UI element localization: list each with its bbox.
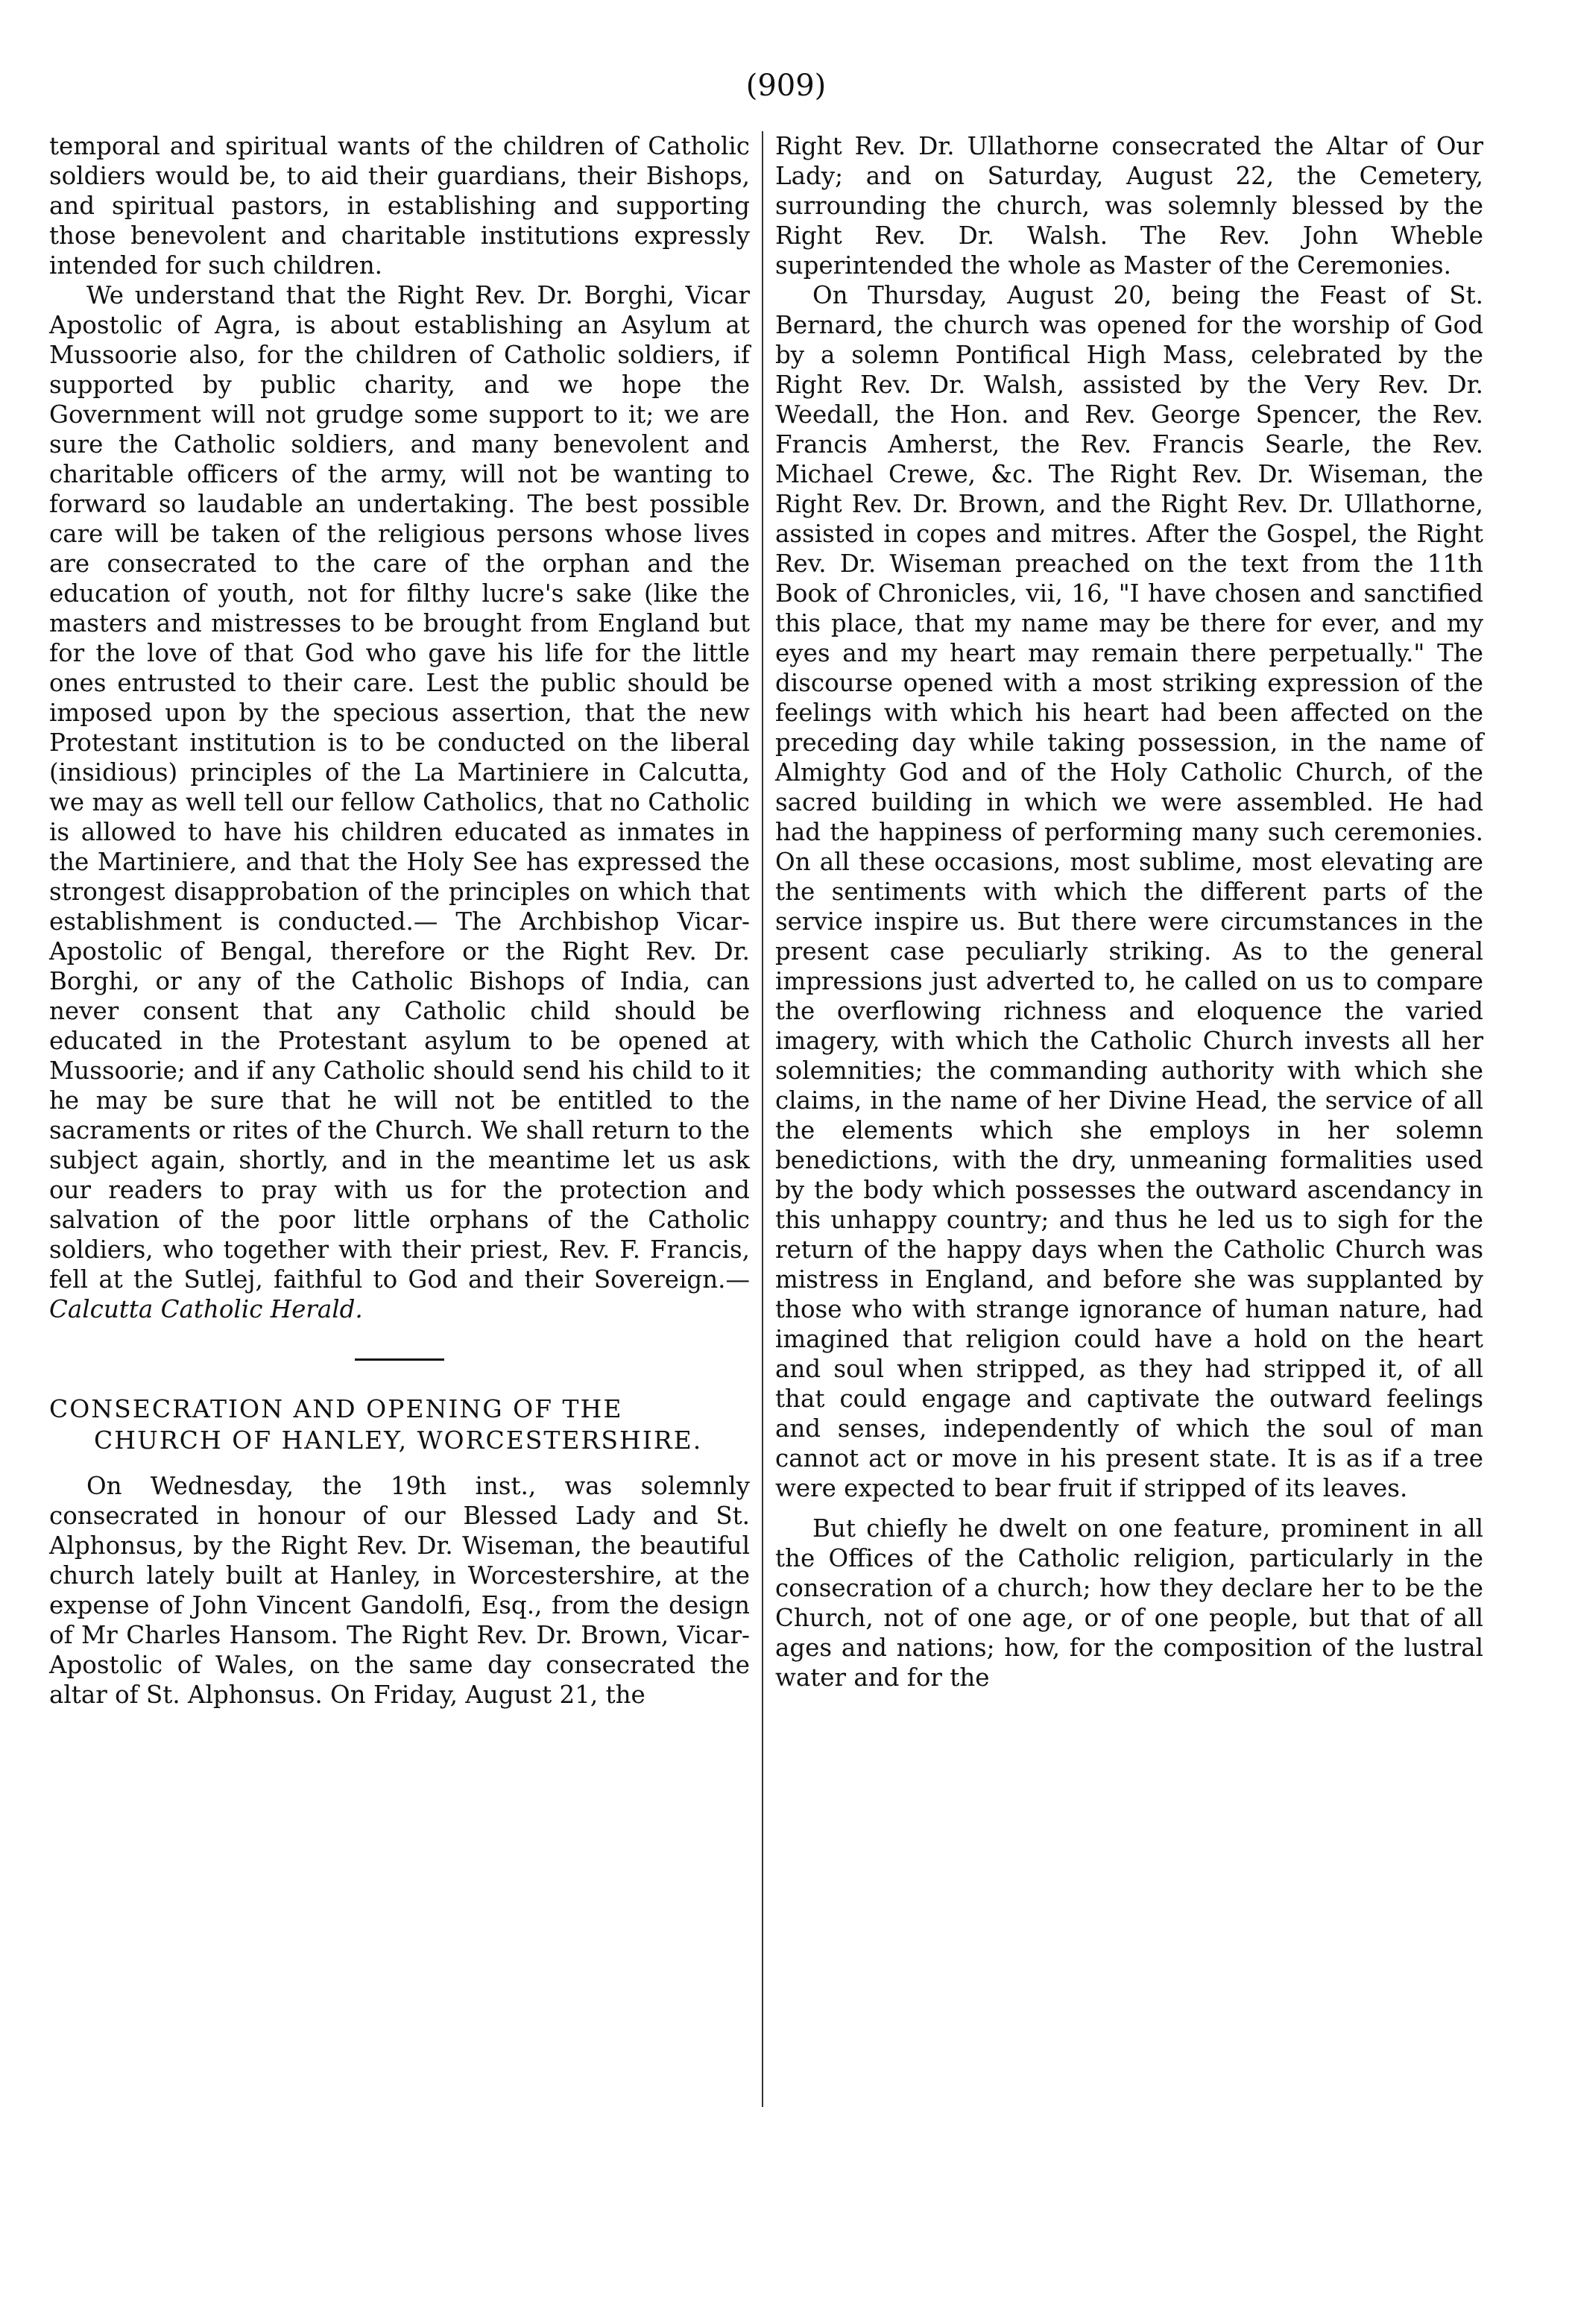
left-paragraph-1: temporal and spiritual wants of the children of Catholic soldiers would be, to aid their guardians, their Bishops, and spiritual pastors, in establishing and supporting those benevolent and charitable institutions expressly intended for such children. (49, 132, 750, 280)
source-attribution: Calcutta Catholic Herald. (49, 1295, 363, 1323)
right-paragraph-1: Right Rev. Dr. Ullathorne consecrated the Altar of Our Lady; and on Saturday, August 22, the Cemetery, surrounding the church, was solemnly blessed by the Right Rev. Dr. Walsh. The Rev. John Wheble superintended the whole as Master of the Ceremonies. (775, 132, 1483, 280)
right-paragraph-2: On Thursday, August 20, being the Feast of St. Bernard, the church was opened for the worship of God by a solemn Pontifical High Mass, celebrated by the Right Rev. Dr. Walsh, assisted by the Very Rev. Dr. Weedall, the Hon. and Rev. George Spencer, the Rev. Francis Amherst, the Rev. Francis Searle, the Rev. Michael Crewe, &c. The Right Rev. Dr. Wiseman, the Right Rev. Dr. Brown, and the Right Rev. Dr. Ullathorne, assisted in copes and mitres. After the Gospel, the Right Rev. Dr. Wiseman preached on the text from the 11th Book of Chronicles, vii, 16, "I have chosen and sanctified this place, that my name may be there for ever, and my eyes and my heart may remain there perpetually." The discourse opened with a most striking expression of the feelings with which his heart had been affected on the preceding day while taking possession, in the name of Almighty God and of the Holy Catholic Church, of the sacred building in which we were assembled. He had had the happiness of performing many such ceremonies. On all these occasions, most sublime, most elevating are the sentiments with which the different parts of the service inspire us. But there were circumstances in the present case peculiarly striking. As to the general impressions just adverted to, he called on us to compare the overflowing richness and eloquence the varied imagery, with which the Catholic Church invests all her solemnities; the commanding authority with which she claims, in the name of her Divine Head, the service of all the elements which she employs in her solemn benedictions, with the dry, unmeaning formalities used by the body which possesses the outward ascendancy in this unhappy country; and thus he led us to sigh for the return of the happy days when the Catholic Church was mistress in England, and before she was supplanted by those who with strange ignorance of human nature, had imagined that religion could have a hold on the heart and soul when stripped, as they had stripped it, of all that could engage and captivate the outward feelings and senses, independently of which the soul of man cannot act or move in his present state. It is as if a tree were expected to bear fruit if stripped of its leaves. (775, 281, 1483, 1502)
left-column (49, 131, 750, 1710)
article-heading: CONSECRATION AND OPENING OF THE CHURCH OF HANLEY, WORCESTERSHIRE. (49, 1394, 703, 1455)
right-column (775, 131, 1483, 1692)
left-paragraph-2-text: We understand that the Right Rev. Dr. Borghi, Vicar Apostolic of Agra, is about establishing an Asylum at Mussoorie also, for the children of Catholic soldiers, if supported by public charity, and we hope the Government will not grudge some support to it; we are sure the Catholic soldiers, and many benevolent and charitable officers of the army, will not be wanting to forward so laudable an undertaking. The best possible care will be taken of the religious persons whose lives are consecrated to the care of the orphan and the education of youth, not for filthy lucre's sake (like the masters and mistresses to be brought from England but for the love of that God who gave his life for the little ones entrusted to their care. Lest the public should be imposed upon by the specious assertion, that the new Protestant institution is to be conducted on the liberal (insidious) principles of the La Martiniere in Calcutta, we may as well tell our fellow Catholics, that no Catholic is allowed to have his children educated as inmates in the Martiniere, and that the Holy See has expressed the strongest disapprobation of the principles on which that establishment is conducted.— The Archbishop Vicar-Apostolic of Bengal, therefore or the Right Rev. Dr. Borghi, or any of the Catholic Bishops of India, can never consent that any Catholic child should be educated in the Protestant asylum to be opened at Mussoorie; and if any Catholic should send his child to it he may be sure that he will not be entitled to the sacraments or rites of the Church. We shall return to the subject again, shortly, and in the meantime let us ask our readers to pray with us for the protection and salvation of the poor little orphans of the Catholic soldiers, who together with their priest, Rev. F. Francis, fell at the Sutlej, faithful to God and their Sovereign.— (49, 281, 750, 1294)
right-paragraph-3: But chiefly he dwelt on one feature, prominent in all the Offices of the Catholic religion, particularly in the consecration of a church; how they declare her to be the Church, not of one age, or of one people, but that of all ages and nations; how, for the composition of the lustral water and for the (775, 1514, 1483, 1692)
column-divider (762, 131, 763, 2107)
left-paragraph-2 (49, 280, 750, 1324)
article-separator (355, 1358, 444, 1361)
left-paragraph-3: On Wednesday, the 19th inst., was solemnly consecrated in honour of our Blessed Lady and St. Alphonsus, by the Right Rev. Dr. Wiseman, the beautiful church lately built at Hanley, in Worcestershire, at the expense of John Vincent Gandolfi, Esq., from the design of Mr Charles Hansom. The Right Rev. Dr. Brown, Vicar-Apostolic of Wales, on the same day consecrated the altar of St. Alphonsus. On Friday, August 21, the (49, 1472, 750, 1709)
page-number: (909) (745, 69, 827, 103)
